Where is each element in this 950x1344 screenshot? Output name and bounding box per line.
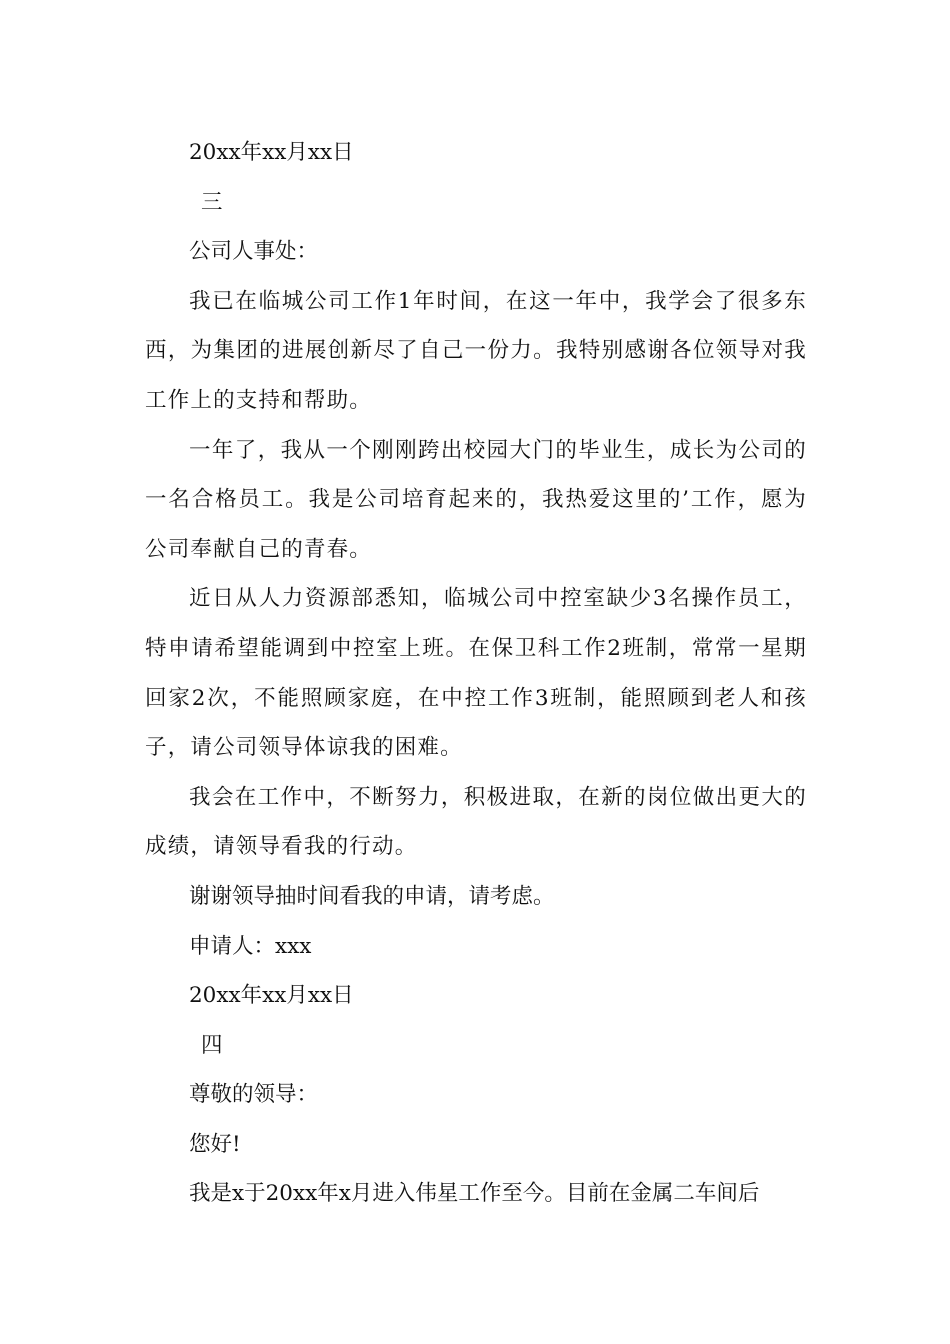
section-number: 四 (201, 1032, 223, 1058)
document-body (145, 128, 807, 1219)
closing-thanks: 谢谢领导抽时间看我的申请，请考虑。 (189, 883, 555, 909)
date-line: 20xx年xx月xx日 (189, 140, 354, 165)
addressee: 公司人事处： (189, 239, 319, 265)
body-paragraph: 我会在工作中，不断努力，积极进取，在新的岗位做出更大的成绩，请领导看我的行动。 (145, 784, 807, 860)
body-paragraph: 近日从人力资源部悉知，临城公司中控室缺少3名操作员工，特申请希望能调到中控室上班。在保卫科工作2班制，常常一星期回家2次，不能照顾家庭，在中控工作3班制，能照顾到老人和孩子，请公司领导体谅我的困难。 (145, 586, 807, 761)
body-paragraph: 我已在临城公司工作1年时间，在这一年中，我学会了很多东西，为集团的进展创新尽了自己一份力。我特别感谢各位领导对我工作上的支持和帮助。 (145, 288, 807, 413)
greeting: 您好! (189, 1131, 241, 1157)
body-paragraph: 一年了，我从一个刚刚跨出校园大门的毕业生，成长为公司的一名合格员工。我是公司培育起来的，我热爱这里的’工作，愿为公司奉献自己的青春。 (145, 437, 807, 562)
section-number: 三 (201, 189, 223, 215)
date-line: 20xx年xx月xx日 (189, 983, 354, 1009)
body-paragraph: 我是x于20xx年x月进入伟星工作至今。目前在金属二车间后 (189, 1181, 760, 1207)
applicant-signature: 申请人：xxx (189, 933, 312, 959)
addressee: 尊敬的领导： (189, 1082, 319, 1108)
